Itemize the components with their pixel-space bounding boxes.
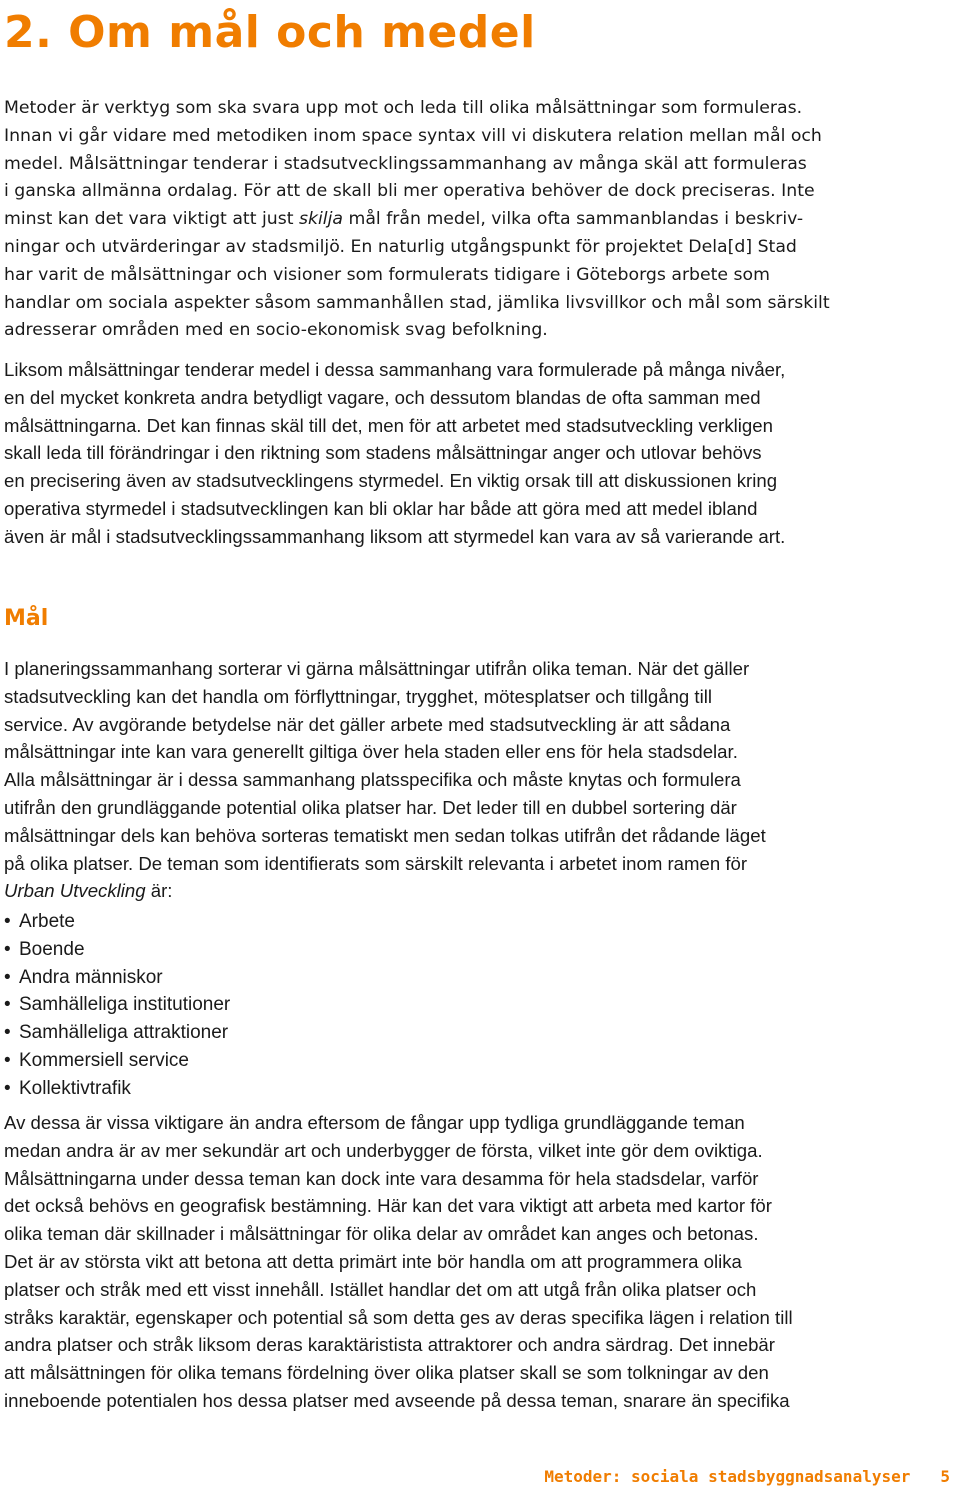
text-line: en precisering även av stadsutvecklingens styrmedel. En viktig orsak till att diskussionen kring bbox=[4, 470, 778, 492]
closing-paragraph bbox=[4, 1109, 944, 1415]
list-item-label: Samhälleliga institutioner bbox=[19, 994, 231, 1016]
text-line bbox=[4, 877, 944, 905]
list-item bbox=[4, 991, 230, 1019]
text-line: Metoder är verktyg som ska svara upp mot och leda till olika målsättningar som formuleras. bbox=[4, 98, 803, 118]
text-line: olika teman där skillnader i målsättningar för olika delar av området kan anges och betonas. bbox=[4, 1223, 759, 1245]
text-line: medel. Målsättningar tenderar i stadsutvecklingssammanhang av många skäl att formuleras bbox=[4, 153, 807, 174]
text-line: det också behövs en geografisk bestämning. Här kan det vara viktigt att arbeta med kartor för bbox=[4, 1195, 772, 1217]
emphasis-text: skilja bbox=[299, 209, 344, 230]
text-line: stråks karaktär, egenskaper och potential så som detta ges av deras specifika lägen i relation till bbox=[4, 1306, 793, 1328]
intro-paragraph bbox=[4, 95, 944, 345]
text-line: i ganska allmänna ordalag. För att de skall bli mer operativa behöver de dock preciseras. Inte bbox=[4, 181, 815, 202]
text-line: medan andra är av mer sekundär art och underbygger de första, vilket inte gör dem oviktiga. bbox=[4, 1139, 763, 1161]
text-line: Alla målsättningar är i dessa sammanhang platsspecifika och måste knytas och formulera bbox=[4, 769, 741, 791]
bullet-icon: • bbox=[4, 938, 11, 960]
text-line: operativa styrmedel i stadsutvecklingen kan bli oklar har både att göra med att medel ibland bbox=[4, 497, 758, 519]
text-line: handlar om sociala aspekter såsom sammanhållen stad, jämlika livsvillkor och mål som särskilt bbox=[4, 292, 830, 313]
page-footer bbox=[544, 1466, 950, 1488]
second-paragraph bbox=[4, 356, 944, 551]
text-line: målsättningar dels kan behöva sorteras tematiskt men sedan tolkas utifrån det rådande läget bbox=[4, 824, 766, 846]
text-line: inneboende potentialen hos dessa platser med avseende på dessa teman, snarare än specifika bbox=[4, 1389, 790, 1411]
bullet-icon: • bbox=[4, 1022, 11, 1044]
list-item-label: Samhälleliga attraktioner bbox=[19, 1022, 229, 1044]
text-line: Målsättningarna under dessa teman kan dock inte vara desamma för hela stadsdelar, varför bbox=[4, 1167, 759, 1189]
text-line: utifrån den grundläggande potential olika platser har. Det leder till en dubbel sortering där bbox=[4, 796, 737, 818]
text-line: adresserar områden med en socio-ekonomisk svag befolkning. bbox=[4, 320, 548, 341]
list-item bbox=[4, 964, 230, 992]
text-line: Innan vi går vidare med metodiken inom space syntax vill vi diskutera relation mellan mål och bbox=[4, 125, 822, 146]
text-line: skall leda till förändringar i den riktning som stadens målsättningar anger och utlovar behövs bbox=[4, 442, 762, 464]
section-heading: Mål bbox=[4, 606, 49, 631]
text-line: stadsutveckling kan det handla om förflyttningar, trygghet, mötesplatser och tillgång till bbox=[4, 685, 712, 707]
list-item-label: Boende bbox=[19, 938, 85, 960]
bullet-icon: • bbox=[4, 1049, 11, 1071]
text-line: målsättningarna. Det kan finnas skäl till det, men för att arbetet med stadsutveckling verkligen bbox=[4, 414, 773, 436]
list-item-label: Kollektivtrafik bbox=[19, 1077, 131, 1099]
list-item bbox=[4, 1019, 230, 1047]
text-line: Av dessa är vissa viktigare än andra eftersom de fångar upp tydliga grundläggande teman bbox=[4, 1112, 745, 1133]
list-item bbox=[4, 936, 230, 964]
bullet-icon: • bbox=[4, 1077, 11, 1099]
list-item bbox=[4, 1047, 230, 1075]
text-line: platser och stråk med ett visst innehåll. Istället handlar det om att utgå från olika platser och bbox=[4, 1278, 757, 1300]
bullet-icon: • bbox=[4, 911, 11, 932]
text-line: ningar och utvärderingar av stadsmiljö. En naturlig utgångspunkt för projektet Dela[d] Stad bbox=[4, 236, 797, 257]
text-fragment: minst kan det vara viktigt att just bbox=[4, 209, 299, 230]
text-line bbox=[4, 206, 944, 234]
text-line: på olika platser. De teman som identifierats som särskilt relevanta i arbetet inom ramen för bbox=[4, 852, 748, 874]
bullet-icon: • bbox=[4, 966, 11, 988]
list-item-label: Arbete bbox=[19, 911, 75, 932]
emphasis-text: Urban Utveckling bbox=[4, 880, 146, 902]
text-line: Det är av största vikt att betona att detta primärt inte bör handla om att programmera olika bbox=[4, 1250, 742, 1272]
text-line: Liksom målsättningar tenderar medel i dessa sammanhang vara formulerade på många nivåer, bbox=[4, 359, 786, 380]
text-line: service. Av avgörande betydelse när det gäller arbete med stadsutveckling är att sådana bbox=[4, 713, 731, 735]
page-number: 5 bbox=[940, 1467, 950, 1486]
text-line: även är mål i stadsutvecklingssammanhang liksom att styrmedel kan vara av så varierande art. bbox=[4, 525, 786, 547]
text-line: har varit de målsättningar och visioner som formulerats tidigare i Göteborgs arbete som bbox=[4, 264, 770, 285]
text-line: att målsättningen för olika temans fördelning över olika platser skall se som tolkningar av den bbox=[4, 1362, 769, 1384]
list-item bbox=[4, 1075, 230, 1103]
text-line: målsättningar inte kan vara generellt giltiga över hela staden eller ens för hela stadsdelar. bbox=[4, 741, 738, 763]
list-item-label: Kommersiell service bbox=[19, 1049, 189, 1071]
list-item bbox=[4, 908, 230, 936]
text-line: andra platser och stråk liksom deras karaktäristista attraktorer och andra särdrag. Det innebär bbox=[4, 1334, 775, 1356]
section-paragraph bbox=[4, 655, 944, 905]
text-line: I planeringssammanhang sorterar vi gärna målsättningar utifrån olika teman. När det gäller bbox=[4, 658, 750, 679]
text-line: en del mycket konkreta andra betydligt vagare, och dessutom blandas de ofta samman med bbox=[4, 386, 761, 408]
chapter-heading: 2. Om mål och medel bbox=[4, 7, 536, 58]
footer-title: Metoder: sociala stadsbyggnadsanalyser bbox=[544, 1467, 911, 1486]
text-fragment: är: bbox=[145, 880, 173, 902]
list-item-label: Andra människor bbox=[19, 966, 163, 988]
bullet-icon: • bbox=[4, 994, 11, 1016]
theme-list bbox=[4, 908, 230, 1103]
text-fragment: mål från medel, vilka ofta sammanblandas i beskriv- bbox=[343, 209, 804, 230]
